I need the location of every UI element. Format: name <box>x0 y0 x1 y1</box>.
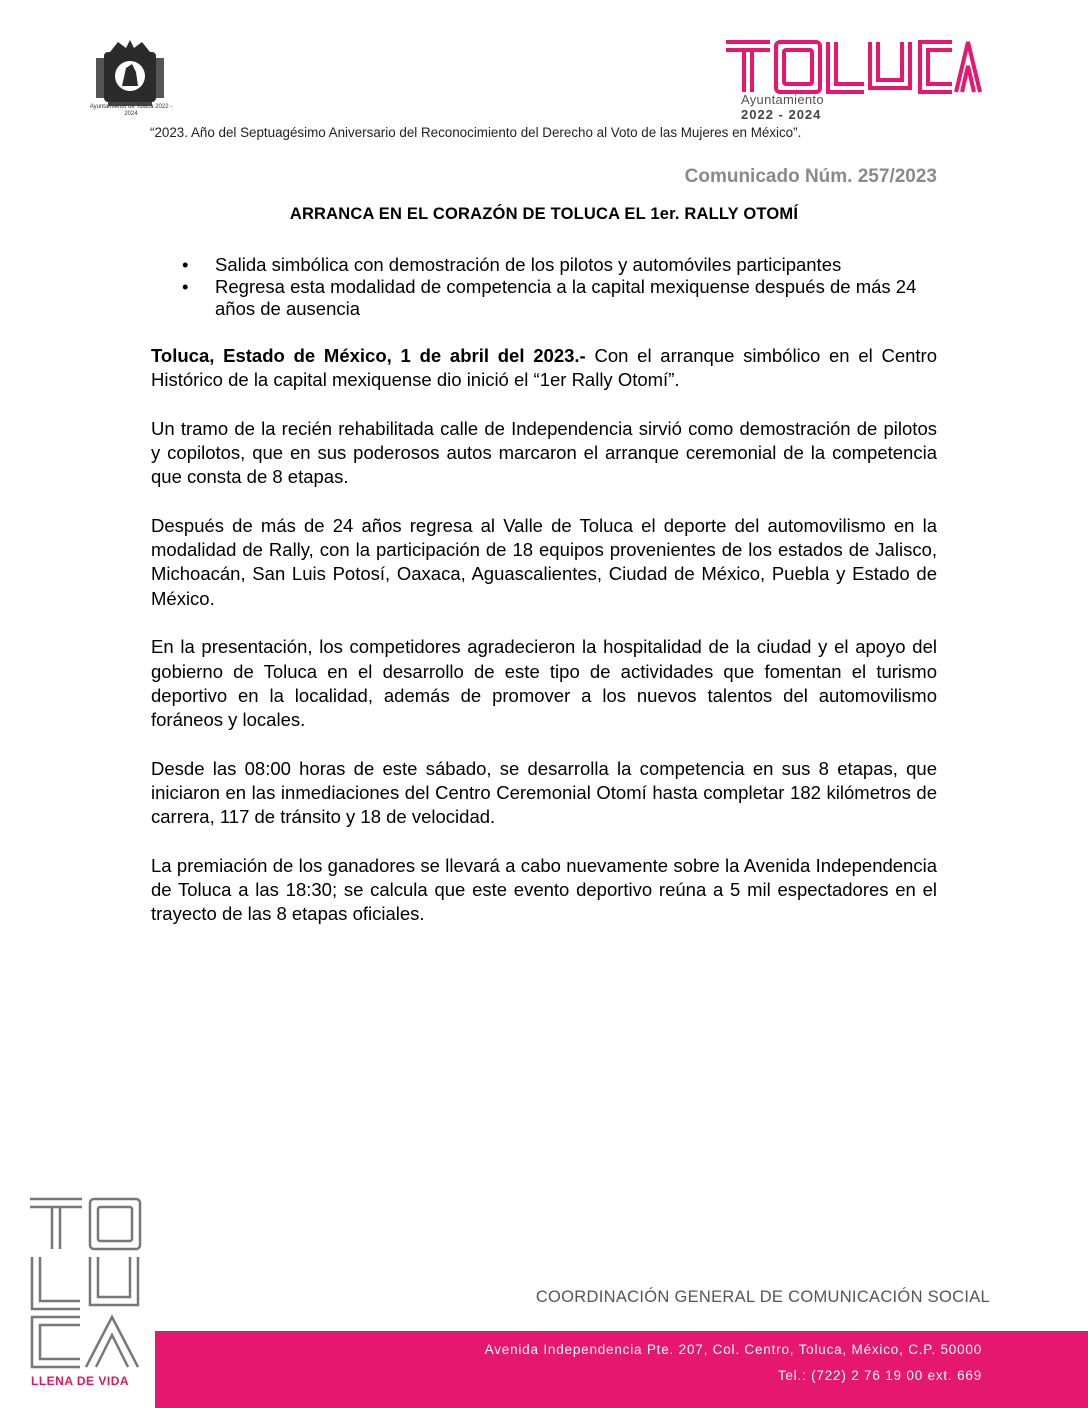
bullet-text: Salida simbólica con demostración de los pilotos y automóviles participantes <box>215 254 842 275</box>
dateline: Toluca, Estado de México, 1 de abril del 2023.- <box>151 345 586 366</box>
bullet-item <box>182 254 942 276</box>
comunicado-number: Comunicado Núm. 257/2023 <box>684 166 937 187</box>
bullet-item <box>182 276 942 320</box>
headline: ARRANCA EN EL CORAZÓN DE TOLUCA EL 1er. RALLY OTOMÍ <box>289 205 799 223</box>
body-paragraph: Un tramo de la recién rehabilitada calle de Independencia sirvió como demostración de pilotos y copilotos, que en sus poderosos autos marcaron el arranque ceremonial de la competencia que consta de 8 etapas. <box>151 417 937 488</box>
year-motto: “2023. Año del Septuagésimo Aniversario del Reconocimiento del Derecho al Voto de las Mujeres en México”. <box>150 125 802 140</box>
summary-bullets <box>182 254 942 320</box>
body-paragraph: Desde las 08:00 horas de este sábado, se desarrolla la competencia en sus 8 etapas, que iniciaron en las inmediaciones del Centro Ceremonial Otomí hasta completar 182 kilómetros de carrera, 117 de tránsito y 18 de velocidad. <box>151 757 937 828</box>
tagline: LLENA DE VIDA <box>31 1374 130 1388</box>
footer-address: Avenida Independencia Pte. 207, Col. Centro, Toluca, México, C.P. 50000 <box>484 1342 982 1357</box>
body-paragraph: Después de más de 24 años regresa al Valle de Toluca el deporte del automovilismo en la modalidad de Rally, con la participación de 18 equipos provenientes de los estados de Jalisco, Michoacán, San Luis Potosí, Oaxaca, Aguascalientes, Ciudad de México, Puebla y Estado de México. <box>151 515 937 609</box>
bullet-icon: • <box>182 276 189 297</box>
seal-caption: Ayuntamiento de Toluca 2022 - 2024 <box>89 104 173 117</box>
footer-phone: Tel.: (722) 2 76 19 00 ext. 669 <box>777 1368 982 1383</box>
bullet-icon: • <box>182 254 189 275</box>
coordination-label: COORDINACIÓN GENERAL DE COMUNICACIÓN SOCIAL <box>535 1288 990 1306</box>
toluca-logo <box>724 36 984 96</box>
lead-text: Con el arranque simbólico en el Centro Histórico de la capital mexiquense dio inició el “1er Rally Otomí”. <box>151 345 938 391</box>
ayuntamiento-years: 2022 - 2024 <box>741 107 822 122</box>
body-paragraph: En la presentación, los competidores agradecieron la hospitalidad de la ciudad y el apoyo del gobierno de Toluca en el desarrollo de este tipo de actividades que fomentan el turismo deportivo en la localidad, además de promover a los nuevos talentos del automovilismo foráneos y locales. <box>151 636 937 730</box>
body-paragraph: La premiación de los ganadores se llevará a cabo nuevamente sobre la Avenida Independencia de Toluca a las 18:30; se calcula que este evento deportivo reúna a 5 mil espectadores en el trayecto de las 8 etapas oficiales. <box>151 854 937 925</box>
lead-paragraph <box>151 344 937 392</box>
ayuntamiento-label: Ayuntamiento <box>741 92 824 107</box>
toluca-stacked-logo <box>28 1195 148 1370</box>
bullet-text: Regresa esta modalidad de competencia a la capital mexiquense después de más 24 años de ausencia <box>215 276 917 319</box>
press-release-body <box>151 344 937 951</box>
